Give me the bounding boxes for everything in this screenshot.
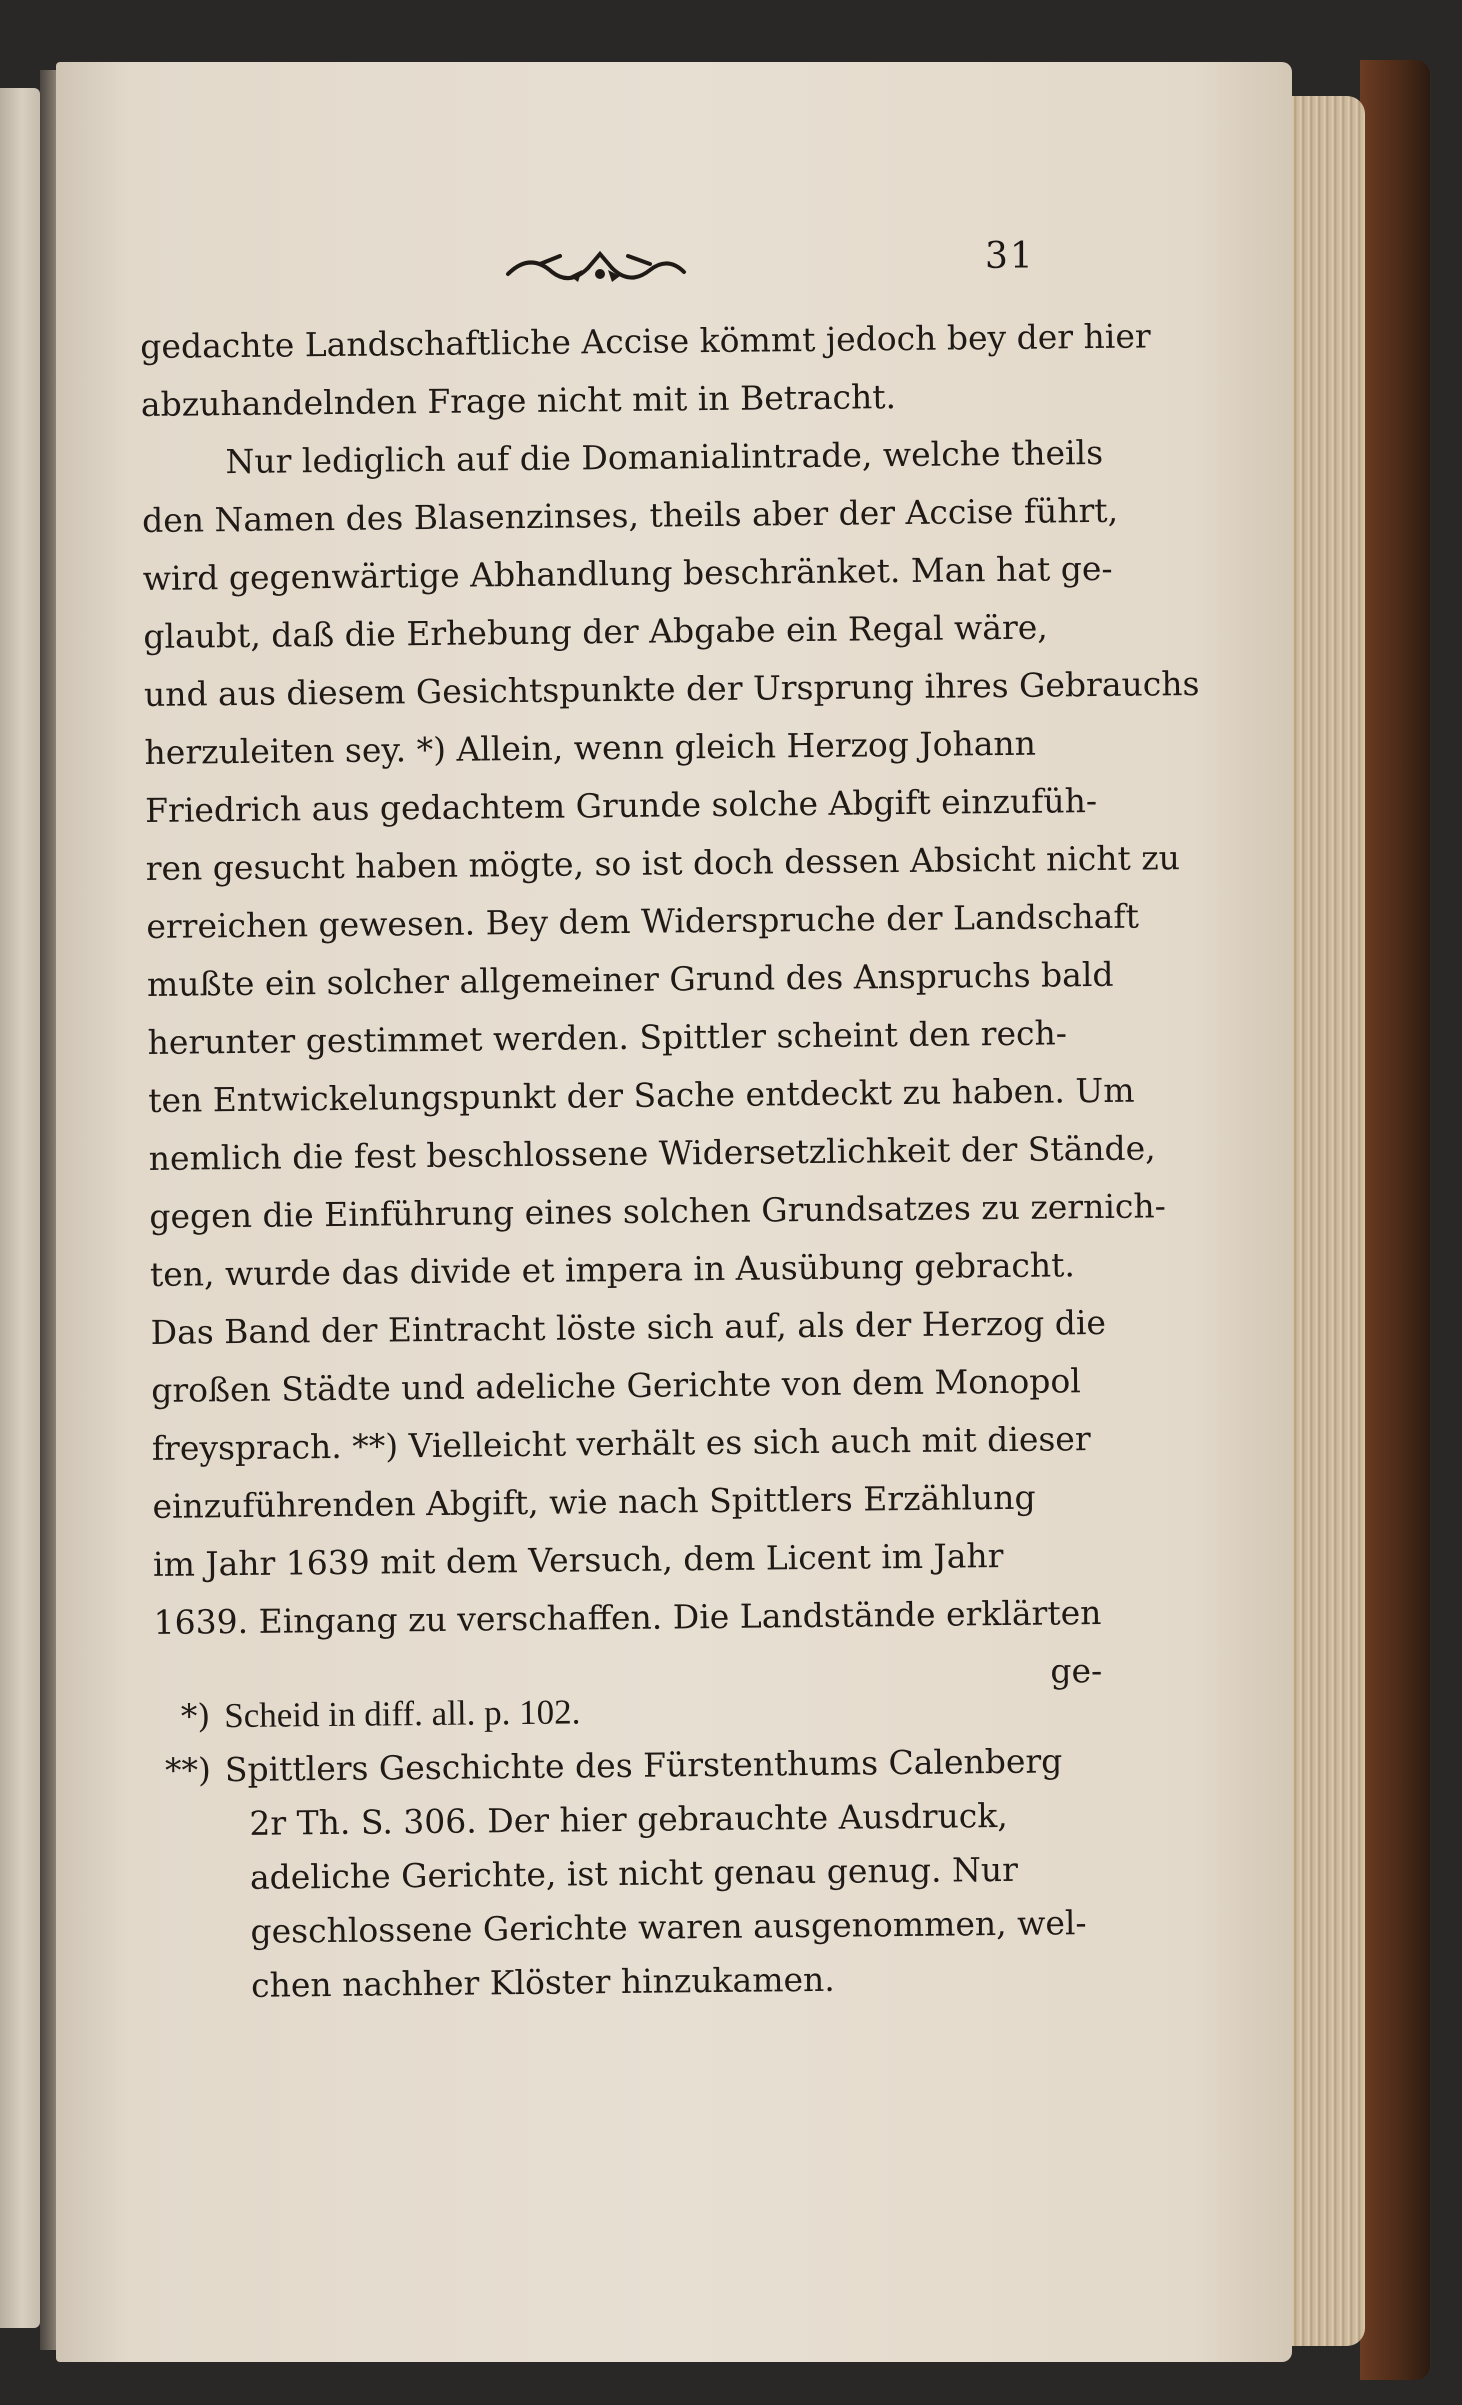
text-line: ten Entwickelungspunkt der Sache entdeckt zu haben. Um	[147, 1070, 1135, 1120]
printer-ornament-icon	[500, 242, 690, 292]
left-page-edge	[0, 88, 40, 2328]
text-line: erreichen gewesen. Bey dem Widerspruche der Landschaft	[146, 896, 1140, 946]
text-line: Friedrich aus gedachtem Grunde solche Abgift einzufüh-	[144, 781, 1098, 830]
footnote-marker: *)	[180, 1696, 211, 1736]
text-line: herzuleiten sey. *) Allein, wenn gleich Herzog Johann	[144, 723, 1037, 772]
text-line: Das Band der Eintracht löste sich auf, als der Herzog die	[150, 1302, 1107, 1352]
footnote-line: geschlossene Gerichte waren ausgenommen, wel-	[250, 1903, 1087, 1951]
text-line: wird gegenwärtige Abhandlung beschränket. Man hat ge-	[142, 548, 1113, 598]
page-number: 31	[985, 236, 1035, 277]
text-line: gegen die Einführung eines solchen Grundsatzes zu zernich-	[149, 1186, 1166, 1236]
text-line: 1639. Eingang zu verschaffen. Die Landstände erklärten	[153, 1593, 1102, 1642]
footnote	[140, 1680, 1091, 1744]
footnote	[141, 1734, 1094, 2014]
text-line: ren gesucht haben mögte, so ist doch dessen Absicht nicht zu	[145, 838, 1181, 888]
footnote-line: chen nachher Klöster hinzukamen.	[250, 1959, 836, 2005]
footnote-line: adeliche Gerichte, ist nicht genau genug. Nur	[249, 1849, 1019, 1897]
footnote-line: 2r Th. S. 306. Der hier gebrauchte Ausdruck,	[249, 1795, 1008, 1843]
page-block-edge	[1290, 96, 1365, 2346]
text-line: einzuführenden Abgift, wie nach Spittlers Erzählung	[152, 1477, 1036, 1526]
footnotes	[140, 1680, 1093, 2014]
footnote-line: Spittlers Geschichte des Fürstenthums Calenberg	[224, 1741, 1063, 1790]
text-line: abzuhandelnden Frage nicht mit in Betracht.	[140, 377, 897, 424]
text-line: Nur lediglich auf die Domanialintrade, welche theils	[225, 432, 1104, 482]
text-line: gedachte Landschaftliche Accise kömmt jedoch bey der hier	[140, 316, 1151, 366]
book-cover-edge	[1360, 60, 1430, 2380]
footnote-line: Scheid in diff. all. p. 102.	[224, 1692, 581, 1736]
text-line: mußte ein solcher allgemeiner Grund des Anspruchs bald	[146, 954, 1114, 1004]
footnote-marker: **)	[164, 1750, 212, 1790]
text-line: herunter gestimmet werden. Spittler scheint den rech-	[147, 1013, 1068, 1062]
text-line: großen Städte und adeliche Gerichte von dem Monopol	[151, 1361, 1081, 1410]
text-line: im Jahr 1639 mit dem Versuch, dem Licent im Jahr	[152, 1536, 1004, 1584]
text-line: den Namen des Blasenzinses, theils aber der Accise führt,	[141, 490, 1119, 540]
text-line: freysprach. **) Vielleicht verhält es sich auch mit dieser	[151, 1419, 1091, 1468]
text-line: glaubt, daß die Erhebung der Abgabe ein Regal wäre,	[143, 607, 1048, 656]
main-text-block	[140, 308, 1200, 1710]
text-line: und aus diesem Gesichtspunkte der Ursprung ihres Gebrauchs	[143, 663, 1200, 714]
catchword: ge-	[1050, 1650, 1103, 1691]
text-line: nemlich die fest beschlossene Widersetzlichkeit der Stände,	[148, 1128, 1156, 1178]
text-line: ten, wurde das divide et impera in Ausübung gebracht.	[149, 1245, 1076, 1294]
